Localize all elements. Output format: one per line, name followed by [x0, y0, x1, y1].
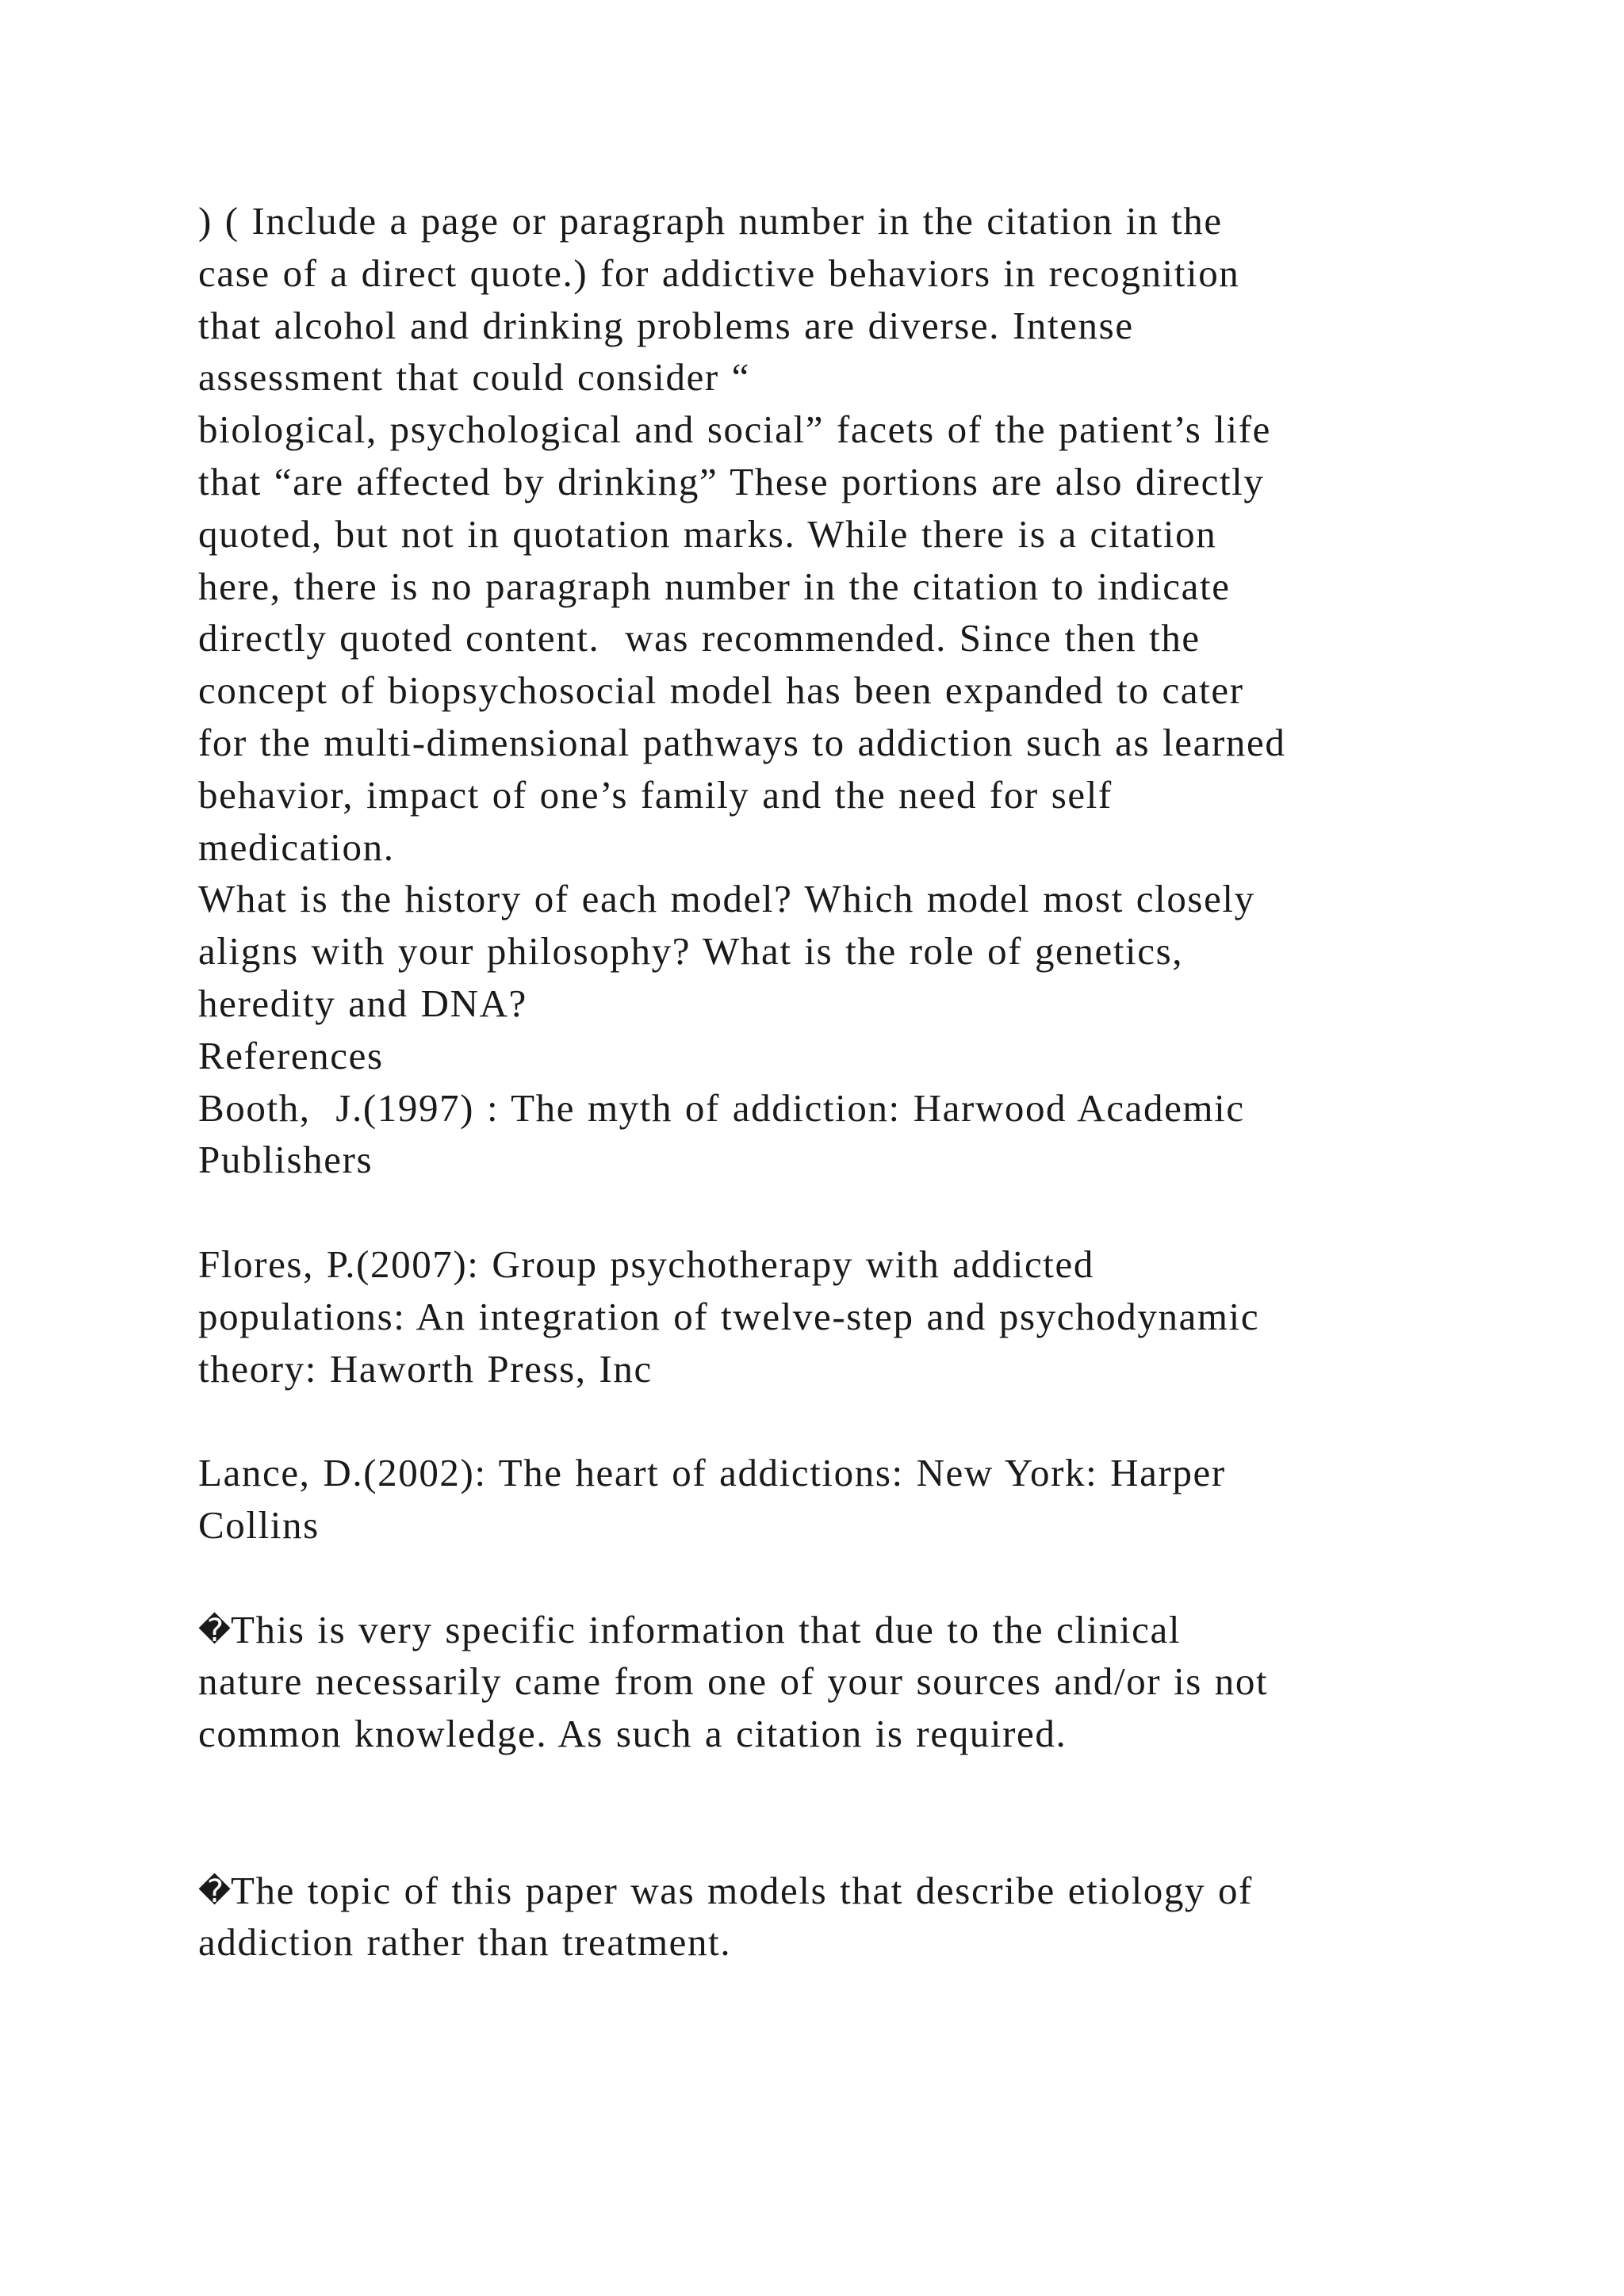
text-line: Flores, P.(2007): Group psychotherapy with addicted [198, 1242, 1094, 1286]
text-line [198, 1865, 1515, 1917]
text-line: directly quoted content. was recommended. Since then the [198, 616, 1201, 660]
references-heading: References [198, 1033, 384, 1077]
text-line: concept of biopsychosocial model has been expanded to cater [198, 668, 1244, 713]
references-section [198, 1030, 1515, 1552]
comment-text: This is very specific information that due to the clinical [231, 1607, 1182, 1651]
text-line [198, 1604, 1515, 1656]
blank-line [198, 1395, 1515, 1447]
text-line: aligns with your philosophy? What is the role of genetics, [198, 929, 1184, 974]
blank-line [198, 1552, 1515, 1604]
text-line: Publishers [198, 1138, 373, 1182]
reference-entry [198, 1238, 1515, 1395]
document-text [198, 195, 1515, 1969]
text-line: Booth, J.(1997) : The myth of addiction: Harwood Academic [198, 1085, 1245, 1130]
text-line: that “are affected by drinking” These portions are also directly [198, 459, 1265, 503]
blank-line [198, 1760, 1515, 1865]
text-line: common knowledge. As such a citation is required. [198, 1712, 1067, 1756]
replacement-char-icon: � [198, 1612, 232, 1649]
text-line: heredity and DNA? [198, 981, 527, 1025]
comment-note [198, 1865, 1515, 1969]
text-line: populations: An integration of twelve-step and psychodynamic [198, 1294, 1260, 1338]
reference-entry [198, 1447, 1515, 1552]
text-line: assessment that could consider “ [198, 355, 751, 400]
text-line: that alcohol and drinking problems are diverse. Intense [198, 303, 1134, 347]
text-line: case of a direct quote.) for addictive behaviors in recognition [198, 251, 1240, 295]
comment-text: The topic of this paper was models that describe etiology of [231, 1868, 1253, 1912]
text-line: for the multi-dimensional pathways to addiction such as learned [198, 720, 1286, 764]
text-line: biological, psychological and social” facets of the patient’s life [198, 408, 1271, 452]
text-line: ) ( Include a page or paragraph number in the citation in the [198, 199, 1223, 243]
text-line: What is the history of each model? Which model most closely [198, 877, 1255, 921]
reference-entry [198, 1082, 1515, 1187]
body-paragraph [198, 195, 1515, 873]
text-line: behavior, impact of one’s family and the need for self [198, 772, 1113, 817]
text-line: nature necessarily came from one of your sources and/or is not [198, 1659, 1269, 1704]
text-line: quoted, but not in quotation marks. While there is a citation [198, 511, 1217, 556]
text-line: medication. [198, 825, 395, 869]
replacement-char-icon: � [198, 1873, 232, 1910]
questions-paragraph [198, 873, 1515, 1029]
text-line: theory: Haworth Press, Inc [198, 1346, 653, 1391]
text-line: here, there is no paragraph number in the citation to indicate [198, 564, 1231, 608]
text-line: Lance, D.(2002): The heart of addictions: New York: Harper [198, 1451, 1226, 1495]
blank-line [198, 1186, 1515, 1238]
text-line: Collins [198, 1502, 320, 1547]
comment-note [198, 1604, 1515, 1760]
text-line: addiction rather than treatment. [198, 1920, 732, 1965]
